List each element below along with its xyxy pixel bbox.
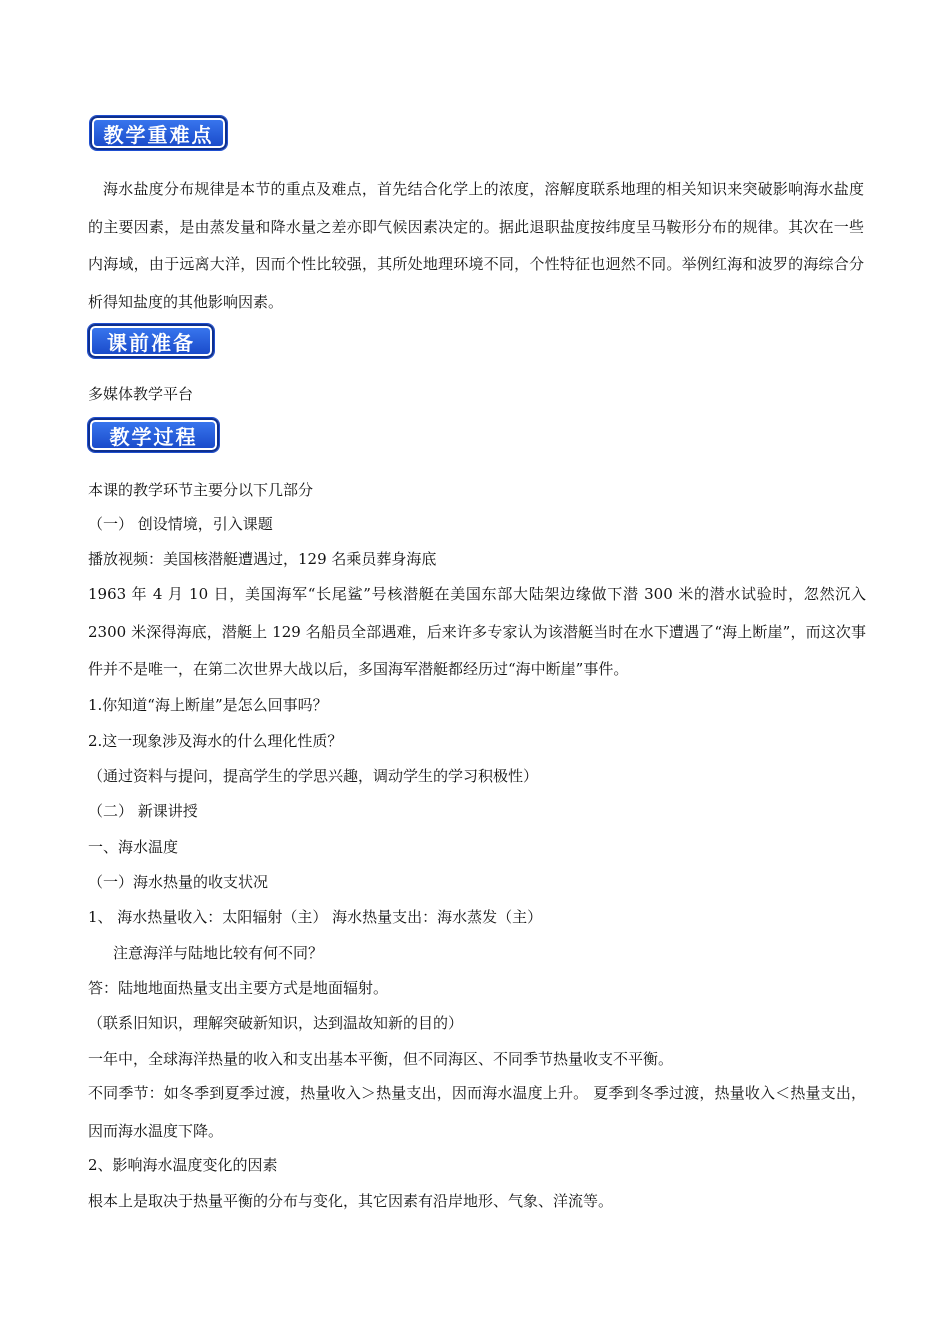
process-intro: 本课的教学环节主要分以下几部分	[88, 481, 314, 499]
difficulty-paragraph: 海水盐度分布规律是本节的重点及难点，首先结合化学上的浓度，溶解度联系地理的相关知识来突破影响海水盐度的主要因素，是由蒸发量和降水量之差亦即气候因素决定的。据此退职盐度按纬度呈马鞍形分布的规律。其次在一些内海域，由于远离大洋，因而个性比较强，其所处地理环境不同，个性特征也迥然不同。举例红海和波罗的海综合分析得知盐度的其他影响因素。	[88, 180, 864, 311]
annual-balance-line: 一年中，全球海洋热量的收入和支出基本平衡，但不同海区、不同季节热量收支不平衡。	[88, 1050, 674, 1068]
step-two-heading: （二） 新课讲授	[88, 802, 198, 820]
section-badge-prep: 课前准备	[88, 324, 214, 358]
prep-text: 多媒体教学平台	[88, 385, 194, 403]
note-1: （通过资料与提问，提高学生的学思兴趣，调动学生的学习积极性）	[88, 767, 539, 785]
factors-heading: 2、影响海水温度变化的因素	[88, 1156, 278, 1174]
section-badge-process: 教学过程	[88, 418, 219, 452]
answer-line: 答：陆地地面热量支出主要方式是地面辐射。	[88, 979, 389, 997]
heat-income-line: 1、 海水热量收入：太阳辐射（主） 海水热量支出：海水蒸发（主）	[88, 908, 543, 926]
compare-prompt: 注意海洋与陆地比较有何不同？	[113, 944, 324, 962]
subsection-heat-budget: （一）海水热量的收支状况	[88, 873, 269, 891]
section-temperature: 一、海水温度	[88, 838, 179, 856]
video-line: 播放视频：美国核潜艇遭遇过，129 名乘员葬身海底	[88, 550, 437, 568]
step-one-heading: （一） 创设情境，引入课题	[88, 515, 273, 533]
question-1: 1.你知道“海上断崖”是怎么回事吗？	[88, 696, 328, 714]
note-2: （联系旧知识，理解突破新知识，达到温故知新的目的）	[88, 1014, 464, 1032]
factors-text: 根本上是取决于热量平衡的分布与变化，其它因素有沿岸地形、气象、洋流等。	[88, 1192, 614, 1210]
question-2: 2.这一现象涉及海水的什么理化性质？	[88, 732, 343, 750]
season-paragraph: 不同季节：如冬季到夏季过渡，热量收入＞热量支出，因而海水温度上升。 夏季到冬季过渡，热量收入＜热量支出，因而海水温度下降。	[88, 1084, 866, 1140]
story-paragraph: 1963 年 4 月 10 日，美国海军“长尾鲨”号核潜艇在美国东部大陆架边缘做下潜 300 米的潜水试验时，忽然沉入 2300 米深得海底，潜艇上 129 名船员全部遇难，后来许多专家认为该潜艇当时在水下遭遇了“海上断崖”，而这次事件并不是唯一，在第二次世界大战以后，多国海军潜艇都经历过“海中断崖”事件。	[88, 585, 866, 678]
section-badge-difficulty: 教学重难点	[90, 116, 227, 150]
